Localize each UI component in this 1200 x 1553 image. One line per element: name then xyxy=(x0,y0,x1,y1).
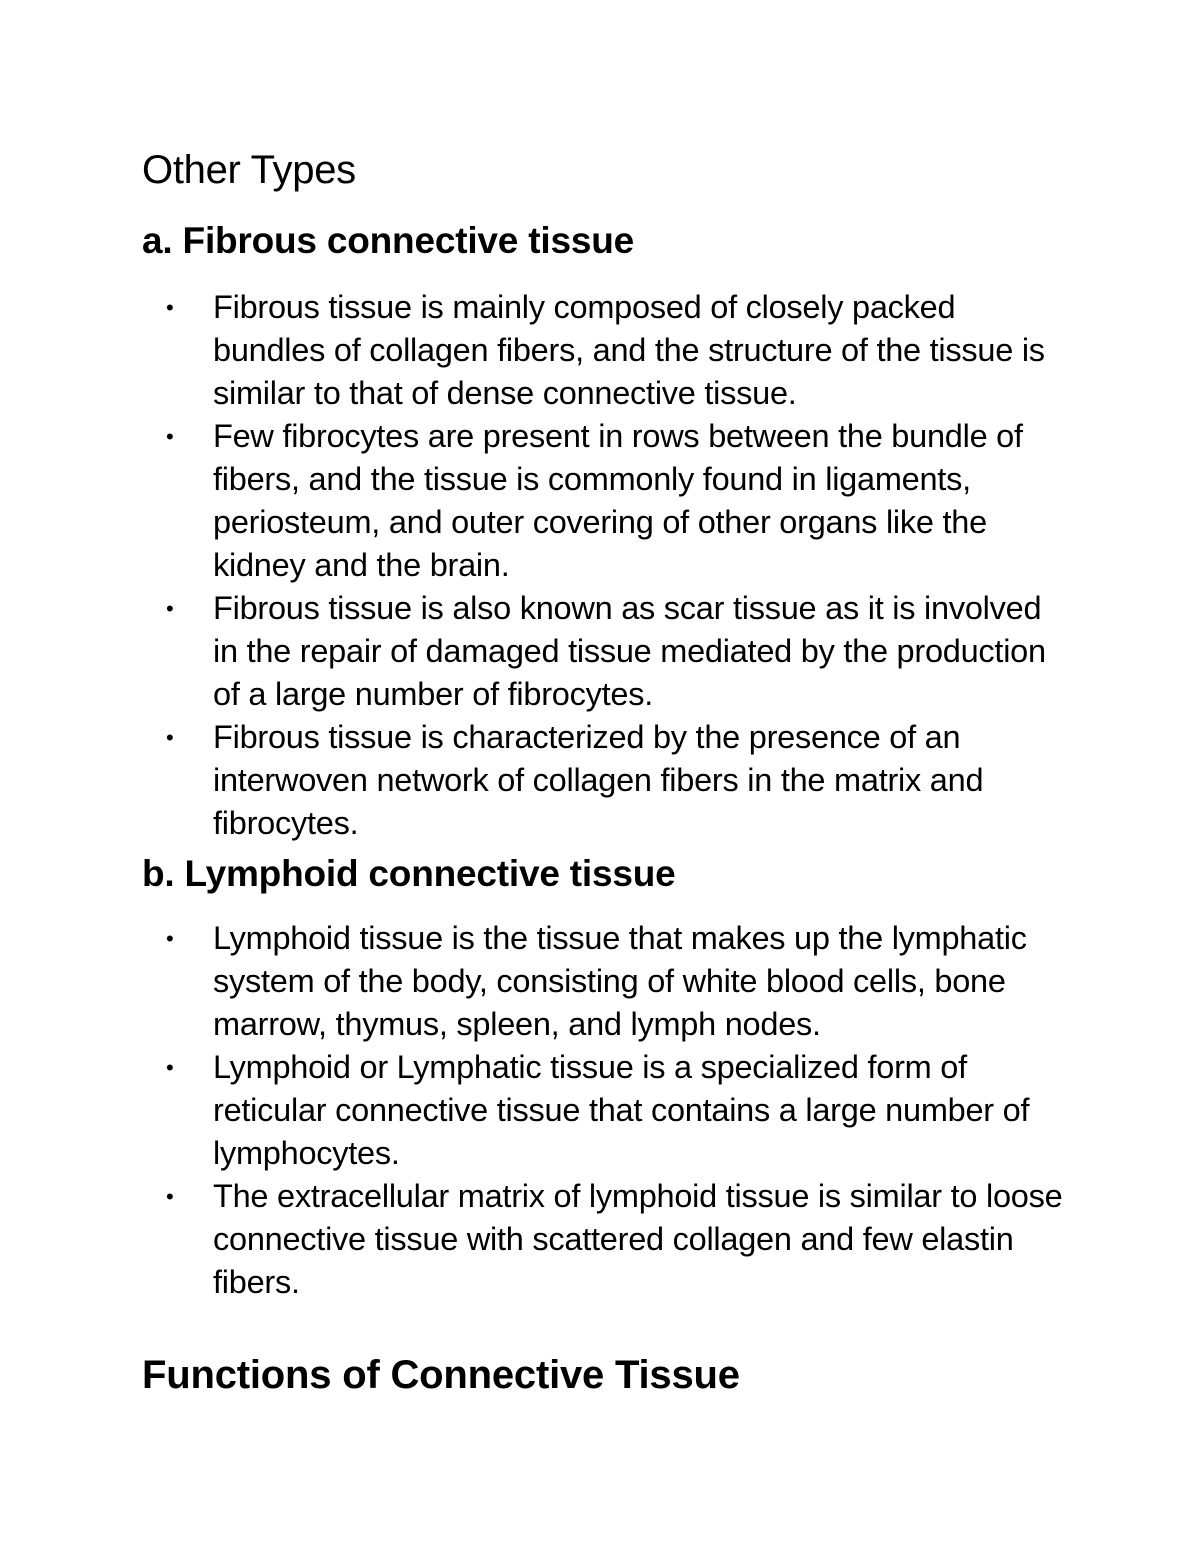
list-item xyxy=(142,716,1063,845)
list-item-text: Lymphoid or Lymphatic tissue is a specialized form of reticular connective tissue that contains a large number of lymphocytes. xyxy=(213,1049,1030,1171)
list-item-text: Fibrous tissue is characterized by the presence of an interwoven network of collagen fibers in the matrix and fibrocytes. xyxy=(213,719,984,841)
bullet-icon: • xyxy=(166,424,174,449)
list-item xyxy=(142,587,1063,716)
list-item xyxy=(142,415,1063,587)
list-item-text: Few fibrocytes are present in rows between the bundle of fibers, and the tissue is commonly found in ligaments, periosteum, and outer covering of other organs like the kidney and the brain. xyxy=(213,418,1023,583)
list-item-text: Lymphoid tissue is the tissue that makes up the lymphatic system of the body, consisting of white blood cells, bone marrow, thymus, spleen, and lymph nodes. xyxy=(213,920,1027,1042)
heading-other-types: Other Types xyxy=(142,148,356,192)
bullet-icon: • xyxy=(166,1184,174,1209)
bullet-icon: • xyxy=(166,926,174,951)
list-item xyxy=(142,1046,1063,1175)
bullet-icon: • xyxy=(166,1055,174,1080)
list-item xyxy=(142,917,1063,1046)
list-item-text: Fibrous tissue is mainly composed of closely packed bundles of collagen fibers, and the structure of the tissue is similar to that of dense connective tissue. xyxy=(213,289,1045,411)
heading-functions-of-connective-tissue: Functions of Connective Tissue xyxy=(142,1353,740,1397)
list-item-text: The extracellular matrix of lymphoid tissue is similar to loose connective tissue with scattered collagen and few elastin fibers. xyxy=(213,1178,1063,1300)
heading-lymphoid-connective-tissue: b. Lymphoid connective tissue xyxy=(142,853,676,894)
fibrous-tissue-list xyxy=(142,286,1063,845)
lymphoid-tissue-list xyxy=(142,917,1063,1304)
bullet-icon: • xyxy=(166,596,174,621)
heading-fibrous-connective-tissue: a. Fibrous connective tissue xyxy=(142,220,634,261)
list-item xyxy=(142,286,1063,415)
list-item-text: Fibrous tissue is also known as scar tissue as it is involved in the repair of damaged tissue mediated by the production of a large number of fibrocytes. xyxy=(213,590,1046,712)
bullet-icon: • xyxy=(166,295,174,320)
list-item xyxy=(142,1175,1063,1304)
bullet-icon: • xyxy=(166,725,174,750)
